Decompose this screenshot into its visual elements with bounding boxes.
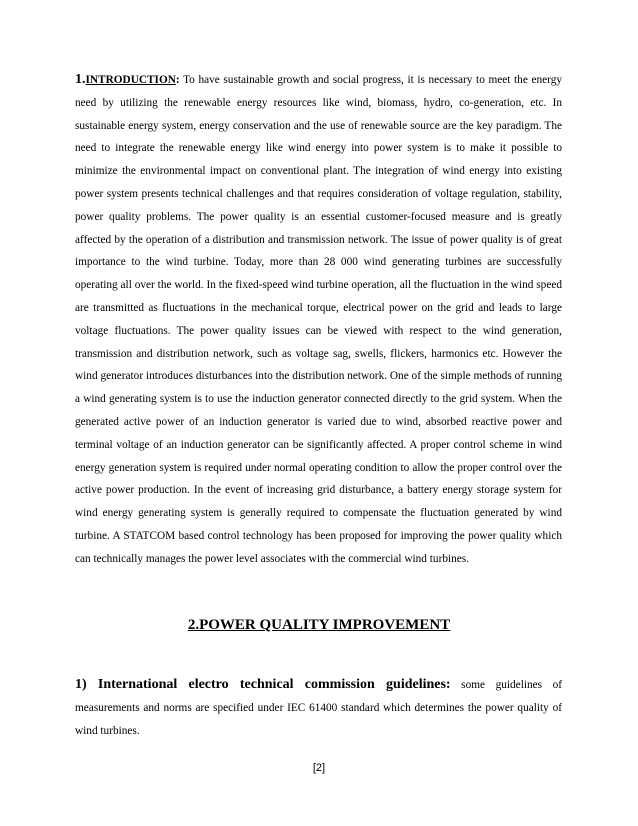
section-1-heading: INTRODUCTION xyxy=(85,74,176,86)
section-2-number: 2. xyxy=(187,617,200,633)
introduction-paragraph xyxy=(75,69,562,571)
iec-guidelines-paragraph xyxy=(75,674,562,742)
section-1-number: 1. xyxy=(75,72,86,87)
iec-guidelines-heading: 1) International electro technical commission guidelines: xyxy=(75,677,451,692)
section-2-title: POWER QUALITY IMPROVEMENT xyxy=(199,617,451,633)
page-number: [2] xyxy=(312,762,326,774)
section-1-colon: : xyxy=(175,74,180,86)
section-2-heading xyxy=(0,617,638,634)
iec-guidelines-body: some guidelines of measurements and norms are specified under IEC 61400 standard which determines the power quality of wind turbines. xyxy=(75,679,563,737)
introduction-body: To have sustainable growth and social progress, it is necessary to meet the energy need by utilizing the renewable energy resources like wind, biomass, hydro, co-generation, etc. In sustainable energy system, energy conservation and the use of renewable source are the key paradigm. The need to integrate the renewable energy like wind energy into power system is to make it possible to minimize the environmental impact on conventional plant. The integration of wind energy into existing power system presents technical challenges and that requires consideration of voltage regulation, stability, power quality problems. The power quality is an essential customer-focused measure and is greatly affected by the operation of a distribution and transmission network. The issue of power quality is of great importance to the wind turbine. Today, more than 28 000 wind generating turbines are successfully operating all over the world. In the fixed-speed wind turbine operation, all the fluctuation in the wind speed are transmitted as fluctuations in the mechanical torque, electrical power on the grid and leads to large voltage fluctuations. The power quality issues can be viewed with respect to the wind generation, transmission and distribution network, such as voltage sag, swells, flickers, harmonics etc. However the wind generator introduces disturbances into the distribution network. One of the simple methods of running a wind generating system is to use the induction generator connected directly to the grid system. When the generated active power of an induction generator is varied due to wind, absorbed reactive power and terminal voltage of an induction generator can be significantly affected. A proper control scheme in wind energy generation system is required under normal operating condition to allow the proper control over the active power production. In the event of increasing grid disturbance, a battery energy storage system for wind energy generating system is generally required to compensate the fluctuation generated by wind turbine. A STATCOM based control technology has been proposed for improving the power quality which can technically manages the power level associates with the commercial wind turbines. xyxy=(75,74,562,565)
